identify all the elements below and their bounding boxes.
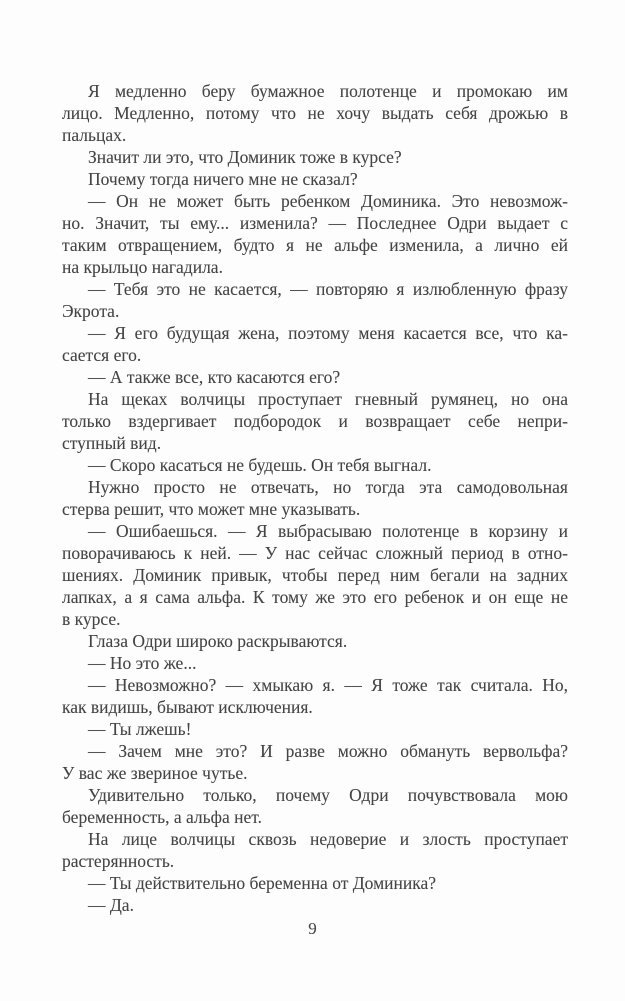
text-line: На лице волчицы сквозь недоверие и злость проступает: [88, 829, 568, 849]
paragraph: [62, 322, 568, 366]
text-line: — Зачем мне это? И разве можно обмануть вервольфа?: [88, 741, 568, 761]
paragraph: [62, 190, 568, 278]
text-line: Экрота.: [62, 301, 120, 321]
text-line: ступный вид.: [62, 433, 162, 453]
text-line: беременность, а альфа нет.: [62, 807, 262, 827]
paragraph: [62, 652, 568, 674]
text-line: шениях. Доминик привык, чтобы перед ним бегали на задних: [62, 565, 568, 585]
text-line: Удивительно только, почему Одри почувствовала мою: [88, 785, 568, 805]
paragraph: [62, 520, 568, 630]
text-line: — Тебя это не касается, — повторяю я излюбленную фразу: [88, 279, 568, 299]
text-line: Значит ли это, что Доминик тоже в курсе?: [88, 147, 402, 167]
paragraph: [62, 168, 568, 190]
page-text: [62, 80, 568, 916]
page-number: 9: [308, 919, 317, 938]
text-line: сается его.: [62, 345, 142, 365]
text-line: лапках, а я сама альфа. К тому же это его ребенок и он еще не: [62, 587, 568, 607]
text-line: — Но это же...: [88, 653, 197, 673]
text-line: лицо. Медленно, потому что не хочу выдать себя дрожью в: [62, 103, 568, 123]
text-line: поворачиваюсь к ней. — У нас сейчас сложный период в отно-: [62, 543, 568, 563]
text-line: как видишь, бывают исключения.: [62, 697, 313, 717]
paragraph: [62, 872, 568, 894]
text-line: У вас же звериное чутье.: [62, 763, 248, 783]
text-line: таким отвращением, будто я не альфе изменила, а лично ей: [62, 235, 568, 255]
paragraph: [62, 894, 568, 916]
text-line: Нужно просто не отвечать, но тогда эта самодовольная: [88, 477, 568, 497]
text-line: Я медленно беру бумажное полотенце и промокаю им: [88, 81, 568, 101]
text-line: — Ошибаешься. — Я выбрасываю полотенце в корзину и: [88, 521, 568, 541]
paragraph: [62, 718, 568, 740]
text-line: растерянность.: [62, 851, 175, 871]
text-line: в курсе.: [62, 609, 121, 629]
text-line: пальцах.: [62, 125, 127, 145]
paragraph: [62, 146, 568, 168]
text-line: — Скоро касаться не будешь. Он тебя выгнал.: [88, 455, 432, 475]
paragraph: [62, 80, 568, 146]
text-line: — Ты действительно беременна от Доминика?: [88, 873, 437, 893]
paragraph: [62, 366, 568, 388]
text-line: Глаза Одри широко раскрываются.: [88, 631, 348, 651]
paragraph: [62, 674, 568, 718]
text-line: на крыльцо нагадила.: [62, 257, 223, 277]
text-line: — Да.: [88, 895, 134, 915]
paragraph: [62, 784, 568, 828]
paragraph: [62, 630, 568, 652]
text-line: — Я его будущая жена, поэтому меня касается все, что ка-: [88, 323, 568, 343]
text-line: только вздергивает подбородок и возвращает себе непри-: [62, 411, 568, 431]
paragraph: [62, 388, 568, 454]
paragraph: [62, 740, 568, 784]
text-line: — Невозможно? — хмыкаю я. — Я тоже так считала. Но,: [88, 675, 568, 695]
text-line: — Он не может быть ребенком Доминика. Это невозмож-: [88, 191, 568, 211]
text-line: Почему тогда ничего мне не сказал?: [88, 169, 358, 189]
text-line: но. Значит, ты ему... изменила? — Последнее Одри выдает с: [62, 213, 568, 233]
text-line: — Ты лжешь!: [88, 719, 192, 739]
paragraph: [62, 828, 568, 872]
text-line: На щеках волчицы проступает гневный румянец, но она: [88, 389, 568, 409]
paragraph: [62, 454, 568, 476]
paragraph: [62, 278, 568, 322]
text-line: — А также все, кто касаются его?: [88, 367, 341, 387]
text-line: стерва решит, что может мне указывать.: [62, 499, 361, 519]
paragraph: [62, 476, 568, 520]
